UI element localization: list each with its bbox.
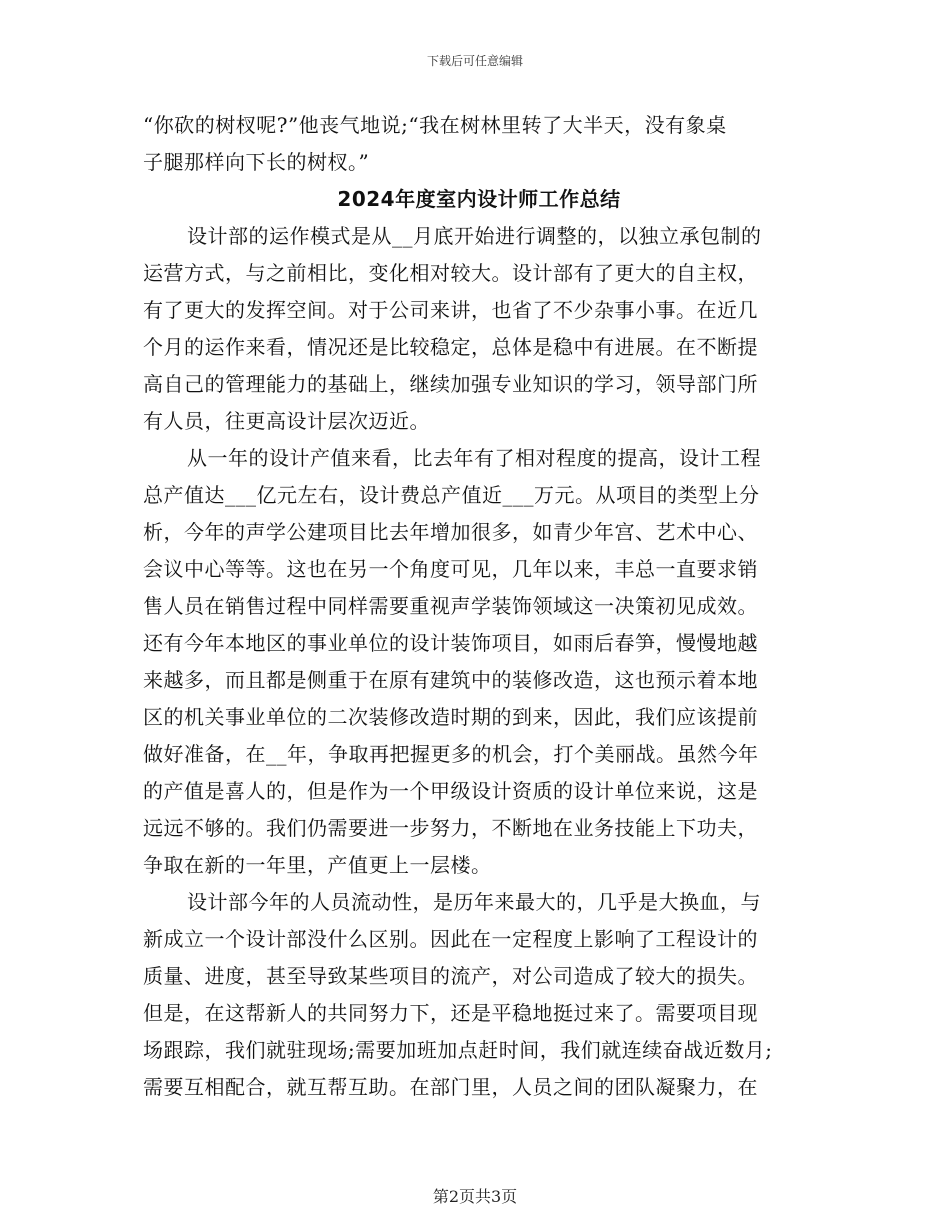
- text-line: 做好准备，在__年，争取再把握更多的机会，打个美丽战。虽然今年: [143, 742, 759, 766]
- text-line: 会议中心等等。这也在另一个角度可见，几年以来，丰总一直要求销: [143, 557, 758, 581]
- text-line: 争取在新的一年里，产值更上一层楼。: [143, 853, 492, 877]
- text-line: 有人员，往更高设计层次迈近。: [143, 409, 430, 433]
- text-line: 新成立一个设计部没什么区别。因此在一定程度上影响了工程设计的: [143, 927, 758, 951]
- text-line: 高自己的管理能力的基础上，继续加强专业知识的学习，领导部门所: [143, 372, 758, 396]
- text-line: 来越多，而且都是侧重于在原有建筑中的装修改造，这也预示着本地: [143, 668, 758, 692]
- page-number: 第2页共3页: [432, 1187, 518, 1206]
- text-line: 个月的运作来看，情况还是比较稳定，总体是稳中有进展。在不断提: [143, 335, 758, 359]
- text-line: 需要互相配合，就互帮互助。在部门里，人员之间的团队凝聚力，在: [143, 1075, 758, 1099]
- page-header: 下载后可任意编辑: [426, 54, 523, 68]
- text-line: 的产值是喜人的，但是作为一个甲级设计资质的设计单位来说，这是: [143, 779, 758, 803]
- paragraph-first-line: 设计部今年的人员流动性，是历年来最大的，几乎是大换血，与: [187, 890, 761, 914]
- text-line: 售人员在销售过程中同样需要重视声学装饰领域这一决策初见成效。: [143, 594, 758, 618]
- text-line: 质量、进度，甚至导致某些项目的流产，对公司造成了较大的损失。: [143, 964, 758, 988]
- text-line: 有了更大的发挥空间。对于公司来讲，也省了不少杂事小事。在近几: [143, 298, 758, 322]
- text-line: 远远不够的。我们仍需要进一步努力，不断地在业务技能上下功夫，: [143, 816, 758, 840]
- document-body: [143, 107, 795, 1106]
- text-line: “你砍的树杈呢?”他丧气地说;“我在树林里转了大半天，没有象桌: [143, 113, 727, 137]
- text-line: 场跟踪，我们就驻现场;需要加班加点赶时间，我们就连续奋战近数月;: [143, 1038, 773, 1062]
- text-line: 总产值达___亿元左右，设计费总产值近___万元。从项目的类型上分: [143, 483, 760, 507]
- document-title: 2024年度室内设计师工作总结: [337, 187, 621, 211]
- text-line: 但是，在这帮新人的共同努力下，还是平稳地挺过来了。需要项目现: [143, 1001, 758, 1025]
- text-line: 还有今年本地区的事业单位的设计装饰项目，如雨后春笋，慢慢地越: [143, 631, 758, 655]
- text-line: 子腿那样向下长的树杈。”: [143, 150, 370, 174]
- text-line: 运营方式，与之前相比，变化相对较大。设计部有了更大的自主权，: [143, 261, 758, 285]
- paragraph-first-line: 设计部的运作模式是从__月底开始进行调整的，以独立承包制的: [187, 224, 762, 248]
- text-line: 区的机关事业单位的二次装修改造时期的到来，因此，我们应该提前: [143, 705, 758, 729]
- text-line: 析，今年的声学公建项目比去年增加很多，如青少年宫、艺术中心、: [143, 520, 758, 544]
- paragraph-first-line: 从一年的设计产值来看，比去年有了相对程度的提高，设计工程: [187, 446, 761, 470]
